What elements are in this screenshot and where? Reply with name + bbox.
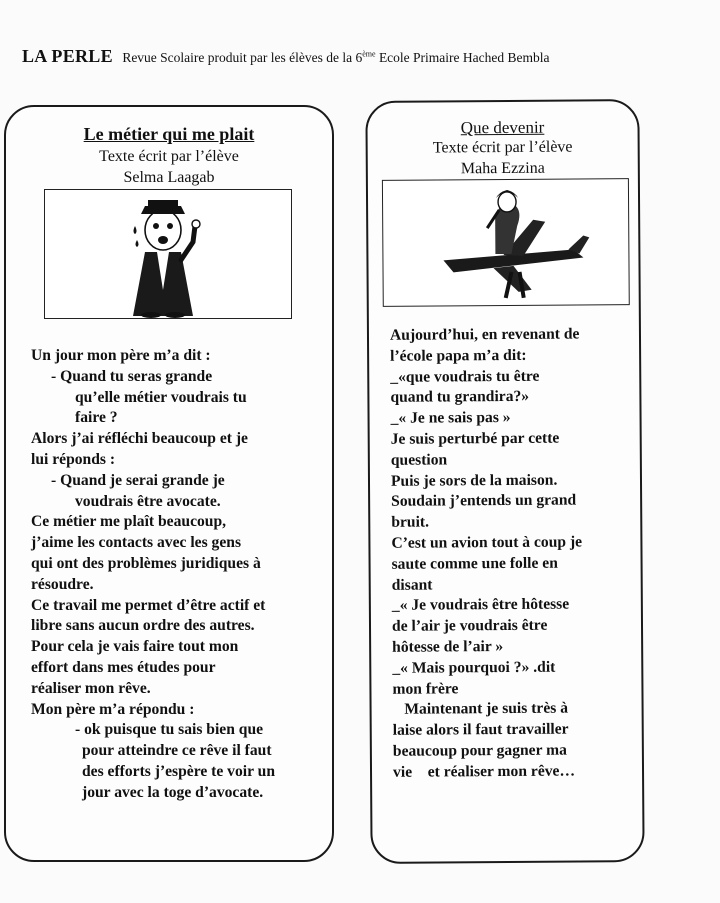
text-line: Aujourd’hui, en revenant de [389, 325, 580, 344]
right-article-subtitle: Texte écrit par l’élève [432, 138, 573, 157]
text-line: saute comme une folle en [391, 554, 558, 573]
text-line: - Quand tu seras grande [51, 367, 213, 385]
text-line: laise alors il faut travailler [392, 720, 569, 739]
left-article-card [4, 105, 334, 862]
text-line: mon frère [392, 679, 459, 698]
text-line: quand tu grandira?» [390, 388, 530, 407]
text-line: des efforts j’espère te voir un [82, 762, 275, 780]
text-line: libre sans aucun ordre des autres. [31, 617, 255, 635]
text-line: C’est un avion tout à coup je [391, 533, 583, 552]
text-line: de l’air je voudrais être [391, 616, 548, 635]
text-line: Alors j’ai réfléchi beaucoup et je [31, 430, 248, 448]
left-article-author: Selma Laagab [123, 169, 215, 186]
right-article-author: Maha Ezzina [460, 159, 545, 178]
text-line: Soudain j’entends un grand [391, 491, 577, 511]
text-line: résoudre. [31, 575, 94, 593]
text-line: _«que voudrais tu être [390, 367, 540, 386]
text-line: pour atteindre ce rêve il faut [82, 742, 272, 760]
text-line: Mon père m’a répondu : [31, 700, 195, 718]
text-line: Je suis perturbé par cette [390, 429, 560, 448]
page-header [22, 46, 702, 67]
text-line: hôtesse de l’air » [392, 637, 504, 656]
text-line: Un jour mon père m’a dit : [31, 347, 211, 364]
text-line: j’aime les contacts avec les gens [31, 534, 242, 552]
text-line: qu’elle métier voudrais tu [75, 388, 247, 406]
text-line: Maintenant je suis très à [392, 699, 569, 719]
text-line: _« Mais pourquoi ?» .dit [392, 658, 556, 677]
header-subtitle [122, 50, 549, 65]
text-line: - Quand je serai grande je [51, 471, 225, 489]
text-line: beaucoup pour gagner ma [392, 741, 567, 760]
header-text: Revue Scolaire produit par les élèves de la 6 [122, 50, 363, 65]
text-line: bruit. [391, 513, 430, 531]
text-line: - ok puisque tu sais bien que [75, 721, 264, 739]
text-line: Ce métier me plaît beaucoup, [31, 513, 227, 531]
text-line: qui ont des problèmes juridiques à [31, 554, 261, 572]
right-article-body [390, 324, 584, 783]
text-line: effort dans mes études pour [31, 658, 216, 676]
text-line: réaliser mon rêve. [31, 679, 151, 697]
text-line: disant [391, 576, 433, 594]
text-line: Pour cela je vais faire tout mon [31, 638, 239, 656]
text-line: faire ? [75, 409, 118, 427]
header-sup: ème [362, 49, 376, 59]
left-article-body [31, 346, 275, 804]
lawyer-cartoon-icon [44, 189, 292, 319]
text-line: jour avec la toge d’avocate. [82, 783, 264, 801]
right-article-card [365, 99, 644, 864]
text-line: question [390, 451, 448, 469]
girl-on-airplane-icon [382, 178, 630, 307]
text-line: _« Je ne sais pas » [390, 409, 511, 427]
left-article-subtitle: Texte écrit par l’élève [99, 148, 239, 165]
text-line: lui réponds : [31, 450, 116, 468]
magazine-title: LA PERLE [22, 46, 113, 66]
text-line: _« Je voudrais être hôtesse [391, 595, 570, 615]
text-line: Puis je sors de la maison. [390, 471, 558, 490]
text-line: Ce travail me permet d’être actif et [31, 596, 266, 614]
left-article-title: Le métier qui me plait [83, 124, 255, 144]
header-text-end: Ecole Primaire Hached Bembla [375, 50, 550, 65]
text-line: voudrais être avocate. [75, 492, 221, 510]
text-line: l’école papa m’a dit: [390, 346, 527, 365]
text-line: vie et réaliser mon rêve… [392, 762, 576, 781]
right-article-title: Que devenir [460, 117, 545, 138]
